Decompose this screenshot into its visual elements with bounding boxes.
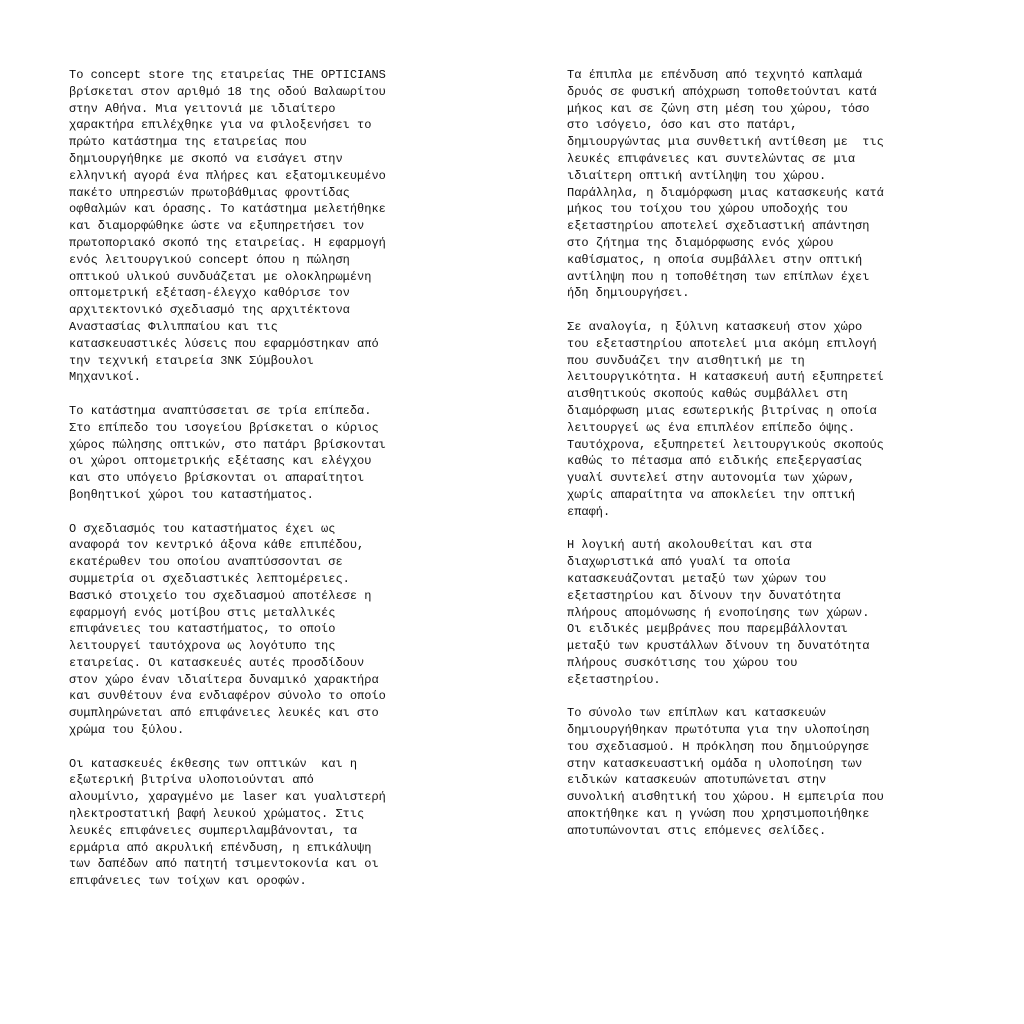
text-line: μήκος και σε ζώνη στη μέση του χώρου, τόσο bbox=[567, 101, 870, 116]
text-line: επαφή. bbox=[567, 504, 611, 519]
text-line: συνολική αισθητική του χώρου. Η εμπειρία που bbox=[567, 790, 884, 805]
text-line: βρίσκεται στον αριθμό 18 της οδού Βαλαωρίτου bbox=[69, 84, 386, 99]
text-line: αναφορά τον κεντρικό άξονα κάθε επιπέδου, bbox=[69, 538, 365, 553]
text-line: Μηχανικοί. bbox=[69, 370, 142, 385]
text-line: χώρος πώλησης οπτικών, στο πατάρι βρίσκονται bbox=[69, 437, 386, 452]
text-line: που συνδυάζει την αισθητική με τη bbox=[567, 353, 805, 368]
text-line: Το σύνολο των επίπλων και κατασκευών bbox=[567, 706, 827, 721]
text-line: καθώς το πέτασμα από ειδικής επεξεργασίας bbox=[567, 454, 863, 469]
text-line: αισθητικούς σκοπούς καθώς συμβάλλει στη bbox=[567, 387, 848, 402]
text-line: κατασκευάζονται μεταξύ των χώρων του bbox=[567, 571, 827, 586]
text-line: οι χώροι οπτομετρικής εξέτασης και ελέγχου bbox=[69, 454, 372, 469]
text-line: δημιουργήθηκε με σκοπό να εισάγει στην bbox=[69, 151, 343, 166]
text-line: εφαρμογή ενός μοτίβου στις μεταλλικές bbox=[69, 605, 336, 620]
text-line: Το concept store της εταιρείας THE OPTICIANS bbox=[69, 68, 386, 82]
text-line: κατασκευαστικές λύσεις που εφαρμόστηκαν από bbox=[69, 336, 379, 351]
text-line: διαμόρφωση μιας εσωτερικής βιτρίνας η οποία bbox=[567, 403, 877, 418]
text-line: και συνθέτουν ένα ενδιαφέρον σύνολο το οποίο bbox=[69, 689, 386, 704]
text-line: του εξεταστηρίου αποτελεί μια ακόμη επιλογή bbox=[567, 336, 877, 351]
text-line: βοηθητικοί χώροι του καταστήματος. bbox=[69, 487, 314, 502]
text-line: καθίσματος, η οποία συμβάλλει στην οπτική bbox=[567, 252, 863, 267]
text-line: Βασικό στοιχείο του σχεδιασμού αποτέλεσε η bbox=[69, 588, 372, 603]
text-line: μεταξύ των κρυστάλλων δίνουν τη δυνατότητα bbox=[567, 639, 870, 654]
paragraph-furniture bbox=[567, 67, 967, 302]
text-line: δρυός σε φυσική απόχρωση τοποθετούνται κατά bbox=[567, 84, 877, 99]
text-line: ιδιαίτερη οπτική αντίληψη του χώρου. bbox=[567, 168, 827, 183]
paragraph-prototypes bbox=[567, 705, 967, 839]
text-line: επιφάνειες των τοίχων και οροφών. bbox=[69, 874, 307, 889]
text-line: στο ισόγειο, όσο και στο πατάρι, bbox=[567, 118, 798, 133]
text-line: αλουμίνιο, χαραγμένο με laser και γυαλιστερή bbox=[69, 790, 386, 805]
text-line: Ο σχεδιασμός του καταστήματος έχει ως bbox=[69, 521, 336, 536]
text-line: χωρίς απαραίτητα να αποκλείει την οπτική bbox=[567, 487, 856, 502]
text-line: ειδικών κατασκευών αποτυπώνεται στην bbox=[567, 773, 827, 788]
text-line: την τεχνική εταιρεία 3NK Σύμβουλοι bbox=[69, 353, 314, 368]
text-line: Αναστασίας Φιλιππαίου και τις bbox=[69, 319, 278, 334]
text-line: συμμετρία οι σχεδιαστικές λεπτομέρειες. bbox=[69, 571, 350, 586]
text-line: γυαλί συντελεί στην αυτονομία των χώρων, bbox=[567, 471, 856, 486]
text-line: Παράλληλα, η διαμόρφωση μιας κατασκευής κατά bbox=[567, 185, 884, 200]
text-line: πρωτοποριακό σκοπό της εταιρείας. Η εφαρμογή bbox=[69, 235, 386, 250]
text-line: Οι κατασκευές έκθεσης των οπτικών και η bbox=[69, 756, 358, 771]
text-line: αρχιτεκτονικό σχεδιασμό της αρχιτέκτονα bbox=[69, 303, 350, 318]
text-line: αντίληψη που η τοποθέτηση των επίπλων έχει bbox=[567, 269, 870, 284]
text-line: χρώμα του ξύλου. bbox=[69, 723, 185, 738]
text-line: Σε αναλογία, η ξύλινη κατασκευή στον χώρο bbox=[567, 319, 863, 334]
text-line: λευκές επιφάνειες και συντελώντας σε μια bbox=[567, 151, 856, 166]
text-line: στην κατασκευαστική ομάδα η υλοποίηση των bbox=[567, 756, 863, 771]
paragraph-display-constructions bbox=[69, 756, 469, 890]
text-line: εκατέρωθεν του οποίου αναπτύσσονται σε bbox=[69, 555, 343, 570]
text-line: και διαμορφώθηκε ώστε να εξυπηρετήσει τον bbox=[69, 219, 365, 234]
text-line: οφθαλμών και όρασης. Το κατάστημα μελετήθηκε bbox=[69, 202, 386, 217]
text-line: και στο υπόγειο βρίσκονται οι απαραίτητοι bbox=[69, 471, 365, 486]
text-line: Στο επίπεδο του ισογείου βρίσκεται ο κύριος bbox=[69, 420, 379, 435]
paragraph-design-axis bbox=[69, 521, 469, 739]
text-line: πρώτο κατάστημα της εταιρείας που bbox=[69, 135, 307, 150]
paragraph-concept-store bbox=[69, 67, 469, 386]
text-line: λειτουργεί ταυτόχρονα ως λογότυπο της bbox=[69, 639, 336, 654]
text-line: μήκος του τοίχου του χώρου υποδοχής του bbox=[567, 202, 848, 217]
text-line: εξεταστηρίου. bbox=[567, 672, 661, 687]
text-line: δημιουργήθηκαν πρωτότυπα για την υλοποίηση bbox=[567, 723, 870, 738]
text-line: Η λογική αυτή ακολουθείται και στα bbox=[567, 538, 812, 553]
text-line: εξεταστηρίου αποτελεί σχεδιαστική απάντηση bbox=[567, 219, 870, 234]
text-line: Το κατάστημα αναπτύσσεται σε τρία επίπεδα. bbox=[69, 403, 372, 418]
text-line: δημιουργώντας μια συνθετική αντίθεση με τις bbox=[567, 135, 884, 150]
text-line: πλήρους απομόνωσης ή ενοποίησης των χώρων. bbox=[567, 605, 870, 620]
text-line: αποκτήθηκε και η γνώση που χρησιμοποιήθηκε bbox=[567, 807, 870, 822]
text-line: χαρακτήρα επιλέχθηκε για να φιλοξενήσει το bbox=[69, 118, 372, 133]
text-line: πακέτο υπηρεσιών πρωτοβάθμιας φροντίδας bbox=[69, 185, 350, 200]
text-line: οπτομετρική εξέταση-έλεγχο καθόρισε τον bbox=[69, 286, 350, 301]
paragraph-three-levels bbox=[69, 403, 469, 504]
text-line: διαχωριστικά από γυαλί τα οποία bbox=[567, 555, 791, 570]
text-line: αποτυπώνονται στις επόμενες σελίδες. bbox=[567, 823, 827, 838]
text-line: ηλεκτροστατική βαφή λευκού χρώματος. Στις bbox=[69, 807, 365, 822]
paragraph-glass-partitions bbox=[567, 537, 967, 688]
text-line: Τα έπιπλα με επένδυση από τεχνητό καπλαμά bbox=[567, 68, 863, 82]
text-line: του σχεδιασμού. Η πρόκληση που δημιούργησε bbox=[567, 739, 870, 754]
text-line: πλήρους συσκότισης του χώρου του bbox=[567, 655, 798, 670]
text-line: επιφάνειες του καταστήματος, το οποίο bbox=[69, 622, 336, 637]
text-line: λειτουργικότητα. Η κατασκευή αυτή εξυπηρετεί bbox=[567, 370, 884, 385]
text-line: στην Αθήνα. Μια γειτονιά με ιδιαίτερο bbox=[69, 101, 336, 116]
text-line: εξεταστηρίου και δίνουν την δυνατότητα bbox=[567, 588, 841, 603]
text-line: οπτικού υλικού συνδυάζεται με ολοκληρωμένη bbox=[69, 269, 372, 284]
text-line: Ταυτόχρονα, εξυπηρετεί λειτουργικούς σκοπούς bbox=[567, 437, 884, 452]
paragraph-wooden-construction bbox=[567, 319, 967, 521]
text-line: ενός λειτουργικού concept όπου η πώληση bbox=[69, 252, 350, 267]
text-line: εταιρείας. Οι κατασκευές αυτές προσδίδουν bbox=[69, 655, 365, 670]
text-line: στο ζήτημα της διαμόρφωσης ενός χώρου bbox=[567, 235, 834, 250]
text-line: Οι ειδικές μεμβράνες που παρεμβάλλονται bbox=[567, 622, 848, 637]
right-text-column bbox=[567, 67, 967, 856]
text-line: ελληνική αγορά ένα πλήρες και εξατομικευμένο bbox=[69, 168, 386, 183]
text-line: λειτουργεί ως ένα επιπλέον επίπεδο όψης. bbox=[567, 420, 856, 435]
text-line: στον χώρο έναν ιδιαίτερα δυναμικό χαρακτήρα bbox=[69, 672, 379, 687]
left-text-column bbox=[69, 67, 469, 907]
text-line: των δαπέδων από πατητή τσιμεντοκονία και οι bbox=[69, 857, 379, 872]
text-line: λευκές επιφάνειες συμπεριλαμβάνονται, τα bbox=[69, 823, 358, 838]
text-line: ερμάρια από ακρυλική επένδυση, η επικάλυψη bbox=[69, 840, 372, 855]
text-line: εξωτερική βιτρίνα υλοποιούνται από bbox=[69, 773, 314, 788]
text-line: ήδη δημιουργήσει. bbox=[567, 286, 690, 301]
text-line: συμπληρώνεται από επιφάνειες λευκές και στο bbox=[69, 706, 379, 721]
